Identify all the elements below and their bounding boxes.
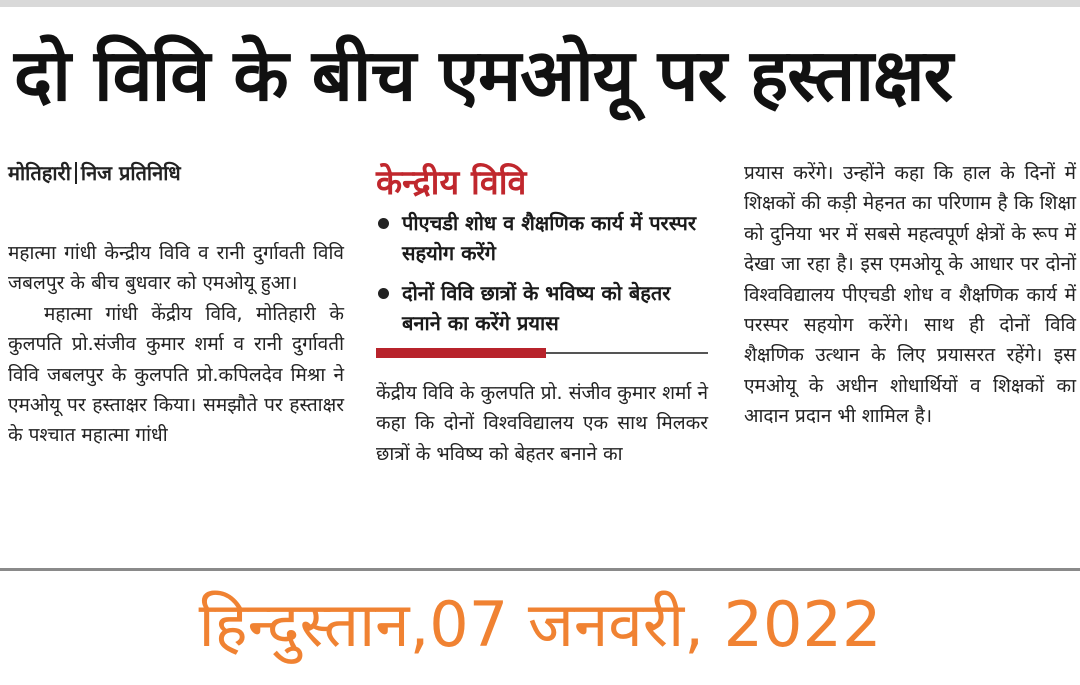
section-rule: [376, 348, 708, 358]
top-bar: [0, 0, 1080, 7]
paragraph: महात्मा गांधी केंद्रीय विवि, मोतिहारी के कुलपति प्रो.संजीव कुमार शर्मा व रानी दुर्गावती विवि जबलपुर के कुलपति प्रो.कपिलदेव मिश्रा ने एमओयू पर हस्ताक्षर किया। समझौते पर हस्ताक्षर के पश्चात महात्मा गांधी: [8, 302, 344, 447]
source-caption: हिन्दुस्तान,07 जनवरी, 2022: [198, 588, 882, 661]
bullet-icon: [378, 288, 389, 299]
headline: दो विवि के बीच एमओयू पर हस्ताक्षर: [14, 33, 953, 117]
bullet-icon: [378, 218, 389, 229]
paragraph: प्रयास करेंगे। उन्होंने कहा कि हाल के दिनों में शिक्षकों की कड़ी मेहनत का परिणाम है कि शिक्षा को दुनिया भर में सबसे महत्वपूर्ण क्षेत्रों के रूप में देखा जा रहा है। इस एमओयू के आधार पर दोनों विश्वविद्यालय पीएचडी शोध व शैक्षणिक कार्य में परस्पर सहयोग करेंगे। साथ ही दोनों विवि शैक्षणिक उत्थान के लिए प्रयासरत रहेंगे। इस एमओयू के अधीन शोधार्थियों व शिक्षकों का आदान प्रदान भी शामिल है।: [744, 162, 1076, 428]
byline-separator: [75, 162, 77, 184]
highlight-item: [376, 208, 708, 268]
footer-divider: [0, 568, 1080, 571]
column-left: [8, 158, 344, 451]
rule-accent: [376, 348, 546, 358]
column-middle: [376, 158, 708, 469]
paragraph: महात्मा गांधी केन्द्रीय विवि व रानी दुर्गावती विवि जबलपुर के बीच बुधवार को एमओयू हुआ।: [8, 242, 344, 295]
highlights-list: [376, 208, 708, 338]
rule-line: [546, 352, 708, 354]
byline-reporter: निज प्रतिनिधि: [80, 161, 181, 185]
highlight-item: [376, 278, 708, 338]
section-kicker: केन्द्रीय विवि: [376, 163, 527, 203]
highlight-text: दोनों विवि छात्रों के भविष्य को बेहतर बनाने का करेंगे प्रयास: [402, 281, 671, 335]
byline: [8, 158, 344, 192]
paragraph: केंद्रीय विवि के कुलपति प्रो. संजीव कुमार शर्मा ने कहा कि दोनों विश्वविद्यालय एक साथ मिलकर छात्रों के भविष्य को बेहतर बनाने का: [376, 382, 708, 465]
byline-place: मोतिहारी: [8, 161, 71, 185]
highlight-text: पीएचडी शोध व शैक्षणिक कार्य में परस्पर सहयोग करेंगे: [402, 211, 697, 265]
column-right: [744, 158, 1076, 432]
